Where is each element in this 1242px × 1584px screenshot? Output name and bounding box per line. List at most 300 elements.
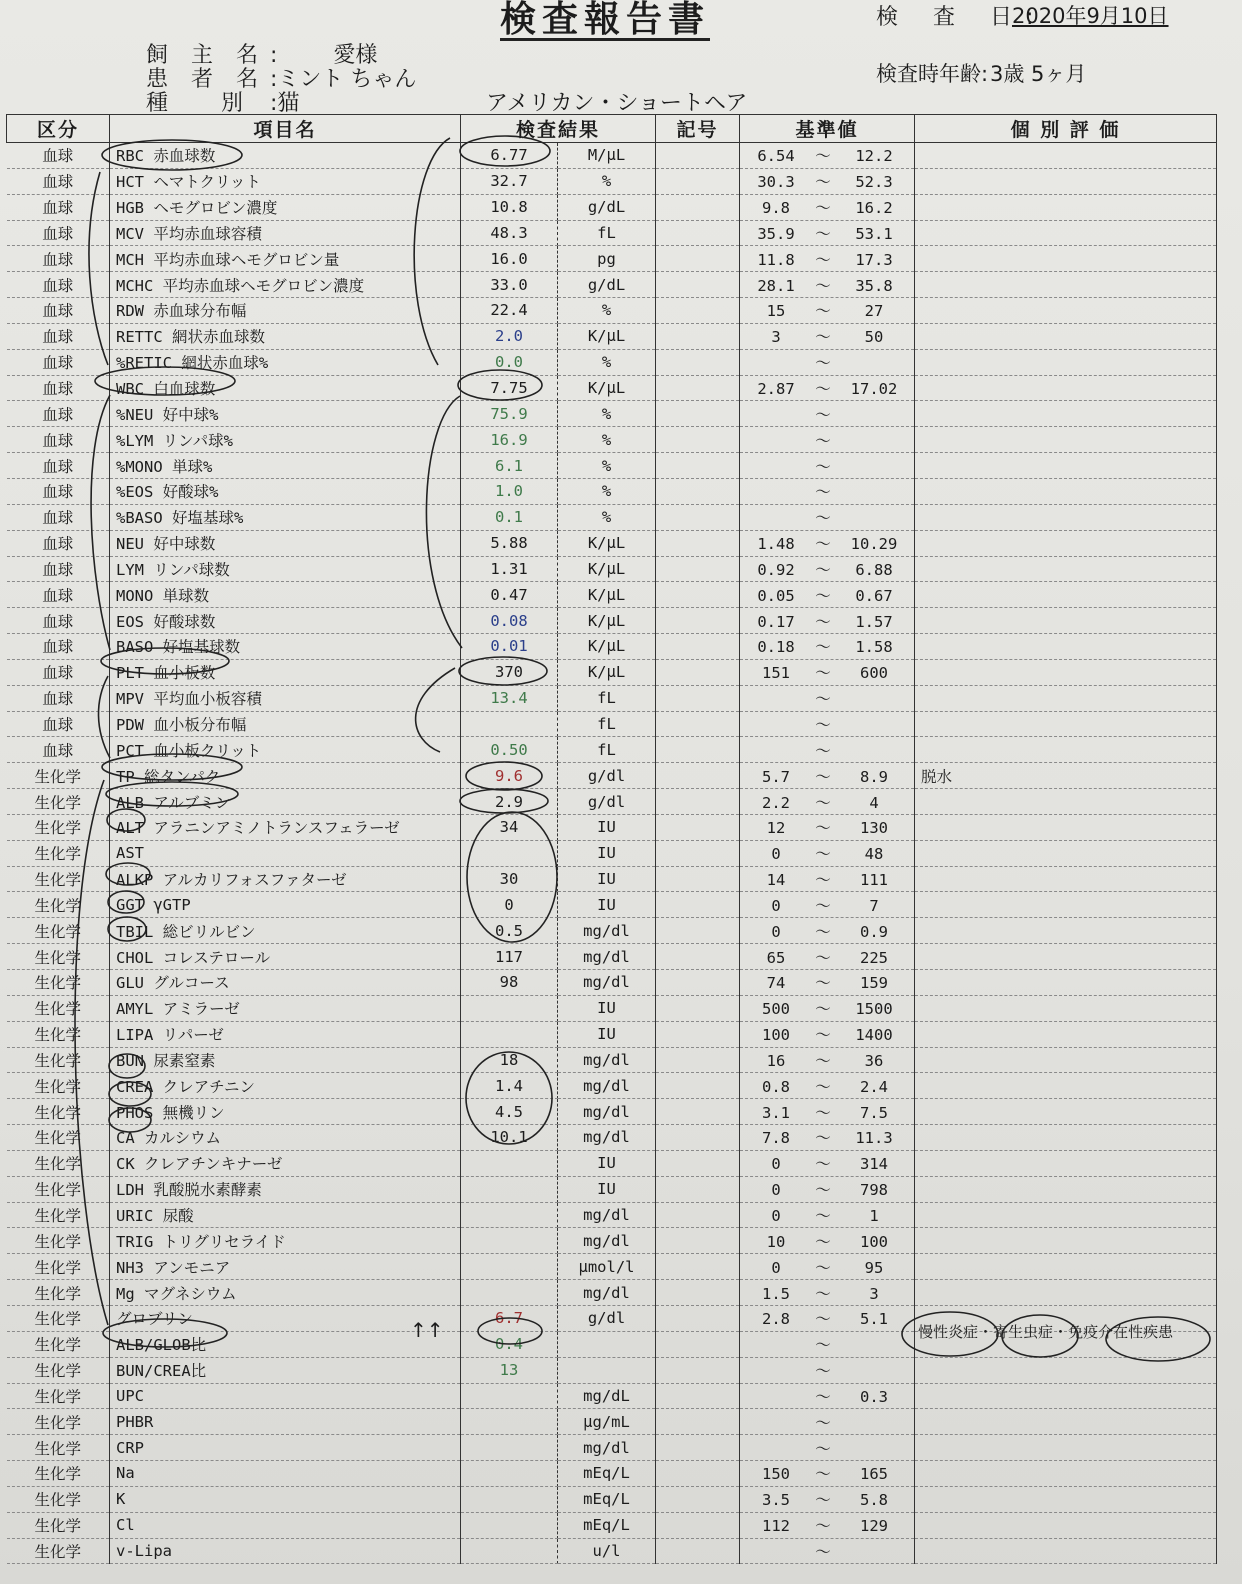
- item-name-cell: BASO 好塩基球数: [110, 634, 461, 660]
- result-value-cell: 33.0: [461, 272, 558, 298]
- evaluation-cell: [915, 1125, 1217, 1151]
- category-cell: 血球: [7, 220, 110, 246]
- evaluation-cell: [915, 634, 1217, 660]
- reference-range-cell: [740, 530, 915, 556]
- evaluation-cell: [915, 1409, 1217, 1435]
- reference-high: 6.88: [855, 560, 893, 579]
- category-cell: 生化学: [7, 1538, 110, 1564]
- category-cell: 血球: [7, 737, 110, 763]
- reference-separator: 〜: [815, 1207, 831, 1226]
- unit-cell: %: [558, 427, 656, 453]
- table-row: [7, 1435, 1217, 1461]
- evaluation-cell: [915, 298, 1217, 324]
- unit-cell: mg/dl: [558, 1202, 656, 1228]
- item-name-cell: BUN/CREA比: [110, 1357, 461, 1383]
- result-value-cell: 7.75: [461, 375, 558, 401]
- item-name-cell: UPC: [110, 1383, 461, 1409]
- reference-high: 600: [860, 664, 889, 683]
- table-row: [7, 298, 1217, 324]
- reference-range-cell: [740, 1073, 915, 1099]
- reference-range-cell: [740, 1409, 915, 1435]
- reference-range-cell: [740, 220, 915, 246]
- unit-cell: mEq/L: [558, 1461, 656, 1487]
- reference-range-cell: [740, 1435, 915, 1461]
- item-name-cell: GLU グルコース: [110, 970, 461, 996]
- item-name-cell: HGB ヘモグロビン濃度: [110, 194, 461, 220]
- reference-range-cell: [740, 608, 915, 634]
- result-value-cell: 18: [461, 1047, 558, 1073]
- evaluation-cell: [915, 1357, 1217, 1383]
- unit-cell: mg/dl: [558, 1228, 656, 1254]
- item-name-cell: ALB/GLOB比: [110, 1331, 461, 1357]
- result-value-cell: [461, 840, 558, 866]
- reference-range-cell: [740, 995, 915, 1021]
- evaluation-cell: [915, 168, 1217, 194]
- unit-cell: [558, 1357, 656, 1383]
- mark-cell: [656, 840, 740, 866]
- exam-date-value: 2020年9月10日: [1012, 4, 1169, 28]
- reference-separator: 〜: [815, 535, 831, 554]
- unit-cell: pg: [558, 246, 656, 272]
- result-value-cell: 6.77: [461, 143, 558, 169]
- result-value-cell: 0.08: [461, 608, 558, 634]
- reference-high: 225: [860, 948, 889, 967]
- category-cell: 血球: [7, 143, 110, 169]
- table-row: [7, 1021, 1217, 1047]
- reference-high: 8.9: [860, 767, 889, 786]
- mark-cell: [656, 763, 740, 789]
- item-name-cell: PDW 血小板分布幅: [110, 711, 461, 737]
- item-name-cell: MCV 平均赤血球容積: [110, 220, 461, 246]
- item-name-cell: ALKP アルカリフォスファターゼ: [110, 866, 461, 892]
- evaluation-cell: [915, 1254, 1217, 1280]
- mark-cell: [656, 892, 740, 918]
- category-cell: 血球: [7, 608, 110, 634]
- item-name-cell: PLT 血小板数: [110, 659, 461, 685]
- evaluation-cell: [915, 194, 1217, 220]
- reference-range-cell: [740, 246, 915, 272]
- mark-cell: [656, 401, 740, 427]
- reference-separator: 〜: [815, 690, 831, 709]
- reference-range-cell: [740, 375, 915, 401]
- reference-low: 1.48: [757, 535, 795, 554]
- category-cell: 血球: [7, 246, 110, 272]
- mark-cell: [656, 918, 740, 944]
- item-name-cell: URIC 尿酸: [110, 1202, 461, 1228]
- item-name-cell: LYM リンパ球数: [110, 556, 461, 582]
- category-cell: 生化学: [7, 1254, 110, 1280]
- evaluation-cell: [915, 608, 1217, 634]
- reference-low: 6.54: [757, 147, 795, 166]
- item-name-cell: MCHC 平均赤血球ヘモグロビン濃度: [110, 272, 461, 298]
- category-cell: 生化学: [7, 1383, 110, 1409]
- result-value-cell: 1.4: [461, 1073, 558, 1099]
- category-cell: 生化学: [7, 840, 110, 866]
- evaluation-cell: [915, 685, 1217, 711]
- result-value-cell: 0.1: [461, 504, 558, 530]
- item-name-cell: TBIL 総ビリルビン: [110, 918, 461, 944]
- evaluation-cell: [915, 582, 1217, 608]
- table-row: [7, 944, 1217, 970]
- category-cell: 生化学: [7, 866, 110, 892]
- item-name-cell: WBC 白血球数: [110, 375, 461, 401]
- mark-cell: [656, 453, 740, 479]
- unit-cell: μmol/l: [558, 1254, 656, 1280]
- result-value-cell: [461, 1512, 558, 1538]
- table-row: [7, 1099, 1217, 1125]
- item-name-cell: RDW 赤血球分布幅: [110, 298, 461, 324]
- unit-cell: μg/mL: [558, 1409, 656, 1435]
- globulin-evaluation: [918, 1321, 1173, 1342]
- reference-low: 500: [762, 1000, 791, 1019]
- item-name-cell: %EOS 好酸球%: [110, 478, 461, 504]
- item-name-cell: ALB アルブミン: [110, 789, 461, 815]
- table-row: [7, 970, 1217, 996]
- unit-cell: K/μL: [558, 323, 656, 349]
- table-row: [7, 995, 1217, 1021]
- table-row: [7, 349, 1217, 375]
- unit-cell: IU: [558, 1021, 656, 1047]
- result-value-cell: 1.31: [461, 556, 558, 582]
- category-cell: 生化学: [7, 1125, 110, 1151]
- result-value-cell: [461, 1228, 558, 1254]
- col-header-reference: 基準値: [740, 115, 915, 143]
- mark-cell: [656, 427, 740, 453]
- table-row: [7, 582, 1217, 608]
- table-row: [7, 1228, 1217, 1254]
- reference-range-cell: [740, 453, 915, 479]
- mark-cell: [656, 1254, 740, 1280]
- reference-low: 0.17: [757, 612, 795, 631]
- evaluation-cell: [915, 1021, 1217, 1047]
- category-cell: 生化学: [7, 789, 110, 815]
- reference-range-cell: [740, 168, 915, 194]
- reference-low: 0: [771, 1207, 781, 1226]
- reference-range-cell: [740, 789, 915, 815]
- table-row: [7, 814, 1217, 840]
- result-value-cell: 4.5: [461, 1099, 558, 1125]
- item-name-cell: CHOL コレステロール: [110, 944, 461, 970]
- category-cell: 生化学: [7, 1435, 110, 1461]
- unit-cell: g/dL: [558, 194, 656, 220]
- evaluation-cell: [915, 1512, 1217, 1538]
- item-name-cell: PHOS 無機リン: [110, 1099, 461, 1125]
- category-cell: 血球: [7, 272, 110, 298]
- reference-high: 129: [860, 1517, 889, 1536]
- reference-separator: 〜: [815, 1129, 831, 1148]
- reference-separator: 〜: [815, 302, 831, 321]
- unit-cell: mg/dl: [558, 970, 656, 996]
- table-row: [7, 1073, 1217, 1099]
- mark-cell: [656, 995, 740, 1021]
- unit-cell: fL: [558, 220, 656, 246]
- reference-separator: 〜: [815, 199, 831, 218]
- mark-cell: [656, 194, 740, 220]
- reference-high: 48: [864, 845, 884, 864]
- item-name-cell: ALT アラニンアミノトランスフェラーゼ: [110, 814, 461, 840]
- category-cell: 血球: [7, 453, 110, 479]
- item-name-cell: %BASO 好塩基球%: [110, 504, 461, 530]
- reference-high: 0.67: [855, 586, 893, 605]
- evaluation-cell: [915, 1099, 1217, 1125]
- category-cell: 生化学: [7, 1073, 110, 1099]
- table-row: [7, 1409, 1217, 1435]
- unit-cell: %: [558, 298, 656, 324]
- reference-range-cell: [740, 840, 915, 866]
- table-row: [7, 840, 1217, 866]
- category-cell: 生化学: [7, 1331, 110, 1357]
- unit-cell: mg/dl: [558, 1125, 656, 1151]
- item-name-cell: BUN 尿素窒素: [110, 1047, 461, 1073]
- reference-low: 14: [766, 871, 786, 890]
- result-value-cell: 0.0: [461, 349, 558, 375]
- evaluation-cell: [915, 220, 1217, 246]
- reference-separator: 〜: [815, 380, 831, 399]
- reference-high: 1: [869, 1207, 879, 1226]
- reference-range-cell: [740, 1331, 915, 1357]
- evaluation-cell: [915, 246, 1217, 272]
- species-label: 種 別: [146, 91, 251, 116]
- table-row: [7, 1383, 1217, 1409]
- reference-separator: 〜: [815, 1103, 831, 1122]
- reference-low: 0.18: [757, 638, 795, 657]
- mark-cell: [656, 659, 740, 685]
- item-name-cell: NEU 好中球数: [110, 530, 461, 556]
- category-cell: 生化学: [7, 995, 110, 1021]
- reference-low: 7.8: [762, 1129, 791, 1148]
- result-value-cell: [461, 995, 558, 1021]
- evaluation-cell: [915, 143, 1217, 169]
- category-cell: 血球: [7, 401, 110, 427]
- item-name-cell: TRIG トリグリセライド: [110, 1228, 461, 1254]
- mark-cell: [656, 1538, 740, 1564]
- reference-low: 9.8: [762, 199, 791, 218]
- category-cell: 生化学: [7, 970, 110, 996]
- breed-value: アメリカン・ショートヘア: [486, 91, 748, 116]
- reference-high: 17.3: [855, 250, 893, 269]
- evaluation-cell: [915, 323, 1217, 349]
- reference-range-cell: [740, 1125, 915, 1151]
- table-row: [7, 763, 1217, 789]
- increase-arrows: ↑↑: [410, 1318, 444, 1342]
- eval-separator: ・: [978, 1323, 994, 1341]
- reference-low: 74: [766, 974, 786, 993]
- unit-cell: %: [558, 401, 656, 427]
- mark-cell: [656, 1486, 740, 1512]
- result-value-cell: [461, 1176, 558, 1202]
- category-cell: 血球: [7, 530, 110, 556]
- reference-high: 27: [864, 302, 884, 321]
- reference-separator: 〜: [815, 1284, 831, 1303]
- reference-range-cell: [740, 427, 915, 453]
- mark-cell: [656, 737, 740, 763]
- table-row: [7, 272, 1217, 298]
- result-value-cell: 0.50: [461, 737, 558, 763]
- item-name-cell: GGT γGTP: [110, 892, 461, 918]
- reference-low: 0: [771, 1258, 781, 1277]
- mark-cell: [656, 220, 740, 246]
- table-row: [7, 1202, 1217, 1228]
- category-cell: 生化学: [7, 1461, 110, 1487]
- table-row: [7, 1280, 1217, 1306]
- item-name-cell: グロブリン: [110, 1305, 461, 1331]
- reference-range-cell: [740, 143, 915, 169]
- reference-separator: 〜: [815, 328, 831, 347]
- reference-range-cell: [740, 272, 915, 298]
- reference-low: 30.3: [757, 173, 795, 192]
- evaluation-cell: [915, 1047, 1217, 1073]
- reference-high: 36: [864, 1051, 884, 1070]
- evaluation-cell: [915, 349, 1217, 375]
- reference-low: 2.87: [757, 380, 795, 399]
- table-row: [7, 220, 1217, 246]
- result-value-cell: 2.9: [461, 789, 558, 815]
- mark-cell: [656, 298, 740, 324]
- reference-high: 7: [869, 896, 879, 915]
- unit-cell: fL: [558, 685, 656, 711]
- reference-high: 314: [860, 1155, 889, 1174]
- result-value-cell: 0.5: [461, 918, 558, 944]
- reference-low: 100: [762, 1026, 791, 1045]
- mark-cell: [656, 1331, 740, 1357]
- result-value-cell: 2.0: [461, 323, 558, 349]
- reference-low: 3.5: [762, 1491, 791, 1510]
- reference-separator: 〜: [815, 612, 831, 631]
- reference-separator: 〜: [815, 896, 831, 915]
- result-value-cell: 1.0: [461, 478, 558, 504]
- mark-cell: [656, 582, 740, 608]
- table-row: [7, 685, 1217, 711]
- result-value-cell: 0.4: [461, 1331, 558, 1357]
- reference-range-cell: [740, 685, 915, 711]
- reference-range-cell: [740, 737, 915, 763]
- mark-cell: [656, 556, 740, 582]
- mark-cell: [656, 1435, 740, 1461]
- mark-cell: [656, 1512, 740, 1538]
- unit-cell: fL: [558, 711, 656, 737]
- table-row: [7, 634, 1217, 660]
- mark-cell: [656, 608, 740, 634]
- result-value-cell: 98: [461, 970, 558, 996]
- item-name-cell: RBC 赤血球数: [110, 143, 461, 169]
- unit-cell: mEq/L: [558, 1486, 656, 1512]
- reference-high: 100: [860, 1232, 889, 1251]
- mark-cell: [656, 478, 740, 504]
- reference-range-cell: [740, 892, 915, 918]
- col-header-evaluation: 個 別 評 価: [915, 115, 1217, 143]
- reference-high: 1.57: [855, 612, 893, 631]
- reference-range-cell: [740, 1357, 915, 1383]
- reference-low: 11.8: [757, 250, 795, 269]
- unit-cell: u/l: [558, 1538, 656, 1564]
- mark-cell: [656, 1047, 740, 1073]
- mark-cell: [656, 1409, 740, 1435]
- table-row: [7, 194, 1217, 220]
- unit-cell: K/μL: [558, 556, 656, 582]
- category-cell: 血球: [7, 634, 110, 660]
- unit-cell: IU: [558, 840, 656, 866]
- category-cell: 生化学: [7, 1409, 110, 1435]
- table-row: [7, 401, 1217, 427]
- unit-cell: [558, 1331, 656, 1357]
- table-row: [7, 504, 1217, 530]
- item-name-cell: K: [110, 1486, 461, 1512]
- owner-label: 飼 主 名: [146, 43, 266, 68]
- reference-high: 10.29: [850, 535, 898, 554]
- unit-cell: %: [558, 168, 656, 194]
- table-row: [7, 659, 1217, 685]
- item-name-cell: HCT ヘマトクリット: [110, 168, 461, 194]
- mark-cell: [656, 970, 740, 996]
- unit-cell: IU: [558, 995, 656, 1021]
- evaluation-cell: [915, 789, 1217, 815]
- table-row: [7, 143, 1217, 169]
- category-cell: 血球: [7, 711, 110, 737]
- evaluation-cell: [915, 478, 1217, 504]
- reference-separator: 〜: [815, 1336, 831, 1355]
- reference-range-cell: [740, 1254, 915, 1280]
- unit-cell: IU: [558, 1150, 656, 1176]
- reference-separator: 〜: [815, 1362, 831, 1381]
- category-cell: 生化学: [7, 814, 110, 840]
- mark-cell: [656, 1125, 740, 1151]
- reference-separator: 〜: [815, 586, 831, 605]
- category-cell: 生化学: [7, 1099, 110, 1125]
- table-row: [7, 866, 1217, 892]
- result-value-cell: 16.0: [461, 246, 558, 272]
- result-value-cell: [461, 1538, 558, 1564]
- table-row: [7, 737, 1217, 763]
- evaluation-cell: [915, 995, 1217, 1021]
- exam-date-label: 検 査 日:: [876, 5, 1048, 30]
- table-row: [7, 530, 1217, 556]
- category-cell: 血球: [7, 504, 110, 530]
- reference-separator: 〜: [815, 948, 831, 967]
- mark-cell: [656, 1357, 740, 1383]
- reference-range-cell: [740, 1512, 915, 1538]
- reference-separator: 〜: [815, 1439, 831, 1458]
- reference-range-cell: [740, 1486, 915, 1512]
- reference-separator: 〜: [815, 224, 831, 243]
- reference-separator: 〜: [815, 1181, 831, 1200]
- unit-cell: mg/dl: [558, 1435, 656, 1461]
- reference-low: 35.9: [757, 224, 795, 243]
- evaluation-cell: [915, 918, 1217, 944]
- category-cell: 生化学: [7, 1021, 110, 1047]
- evaluation-cell: [915, 1435, 1217, 1461]
- reference-separator: 〜: [815, 457, 831, 476]
- mark-cell: [656, 711, 740, 737]
- mark-cell: [656, 789, 740, 815]
- category-cell: 生化学: [7, 918, 110, 944]
- eval-separator: ・: [1053, 1323, 1069, 1341]
- table-row: [7, 1125, 1217, 1151]
- item-name-cell: NH3 アンモニア: [110, 1254, 461, 1280]
- reference-high: 53.1: [855, 224, 893, 243]
- reference-high: 50: [864, 328, 884, 347]
- patient-value: :ミント ちゃん: [270, 67, 417, 92]
- unit-cell: mg/dl: [558, 1073, 656, 1099]
- category-cell: 血球: [7, 298, 110, 324]
- reference-range-cell: [740, 1099, 915, 1125]
- reference-low: 12: [766, 819, 786, 838]
- result-value-cell: 22.4: [461, 298, 558, 324]
- reference-low: 0: [771, 922, 781, 941]
- reference-separator: 〜: [815, 354, 831, 373]
- reference-separator: 〜: [815, 483, 831, 502]
- evaluation-cell: [915, 375, 1217, 401]
- table-header-row: [7, 115, 1217, 143]
